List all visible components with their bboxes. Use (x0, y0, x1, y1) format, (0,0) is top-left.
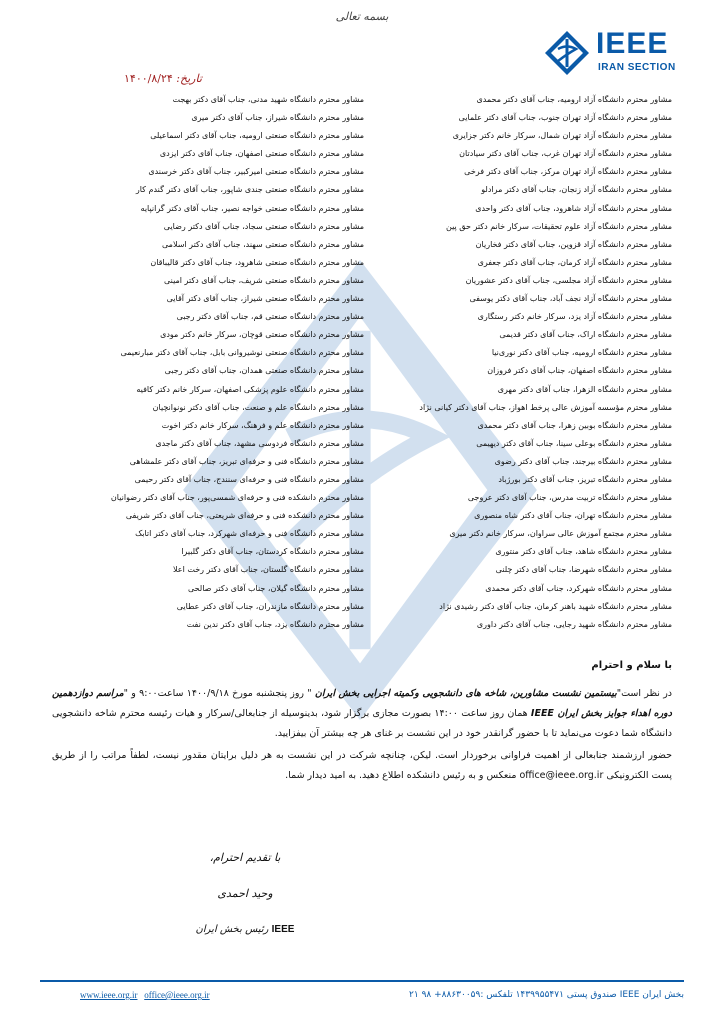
p1-part-a: در نظر است" (616, 688, 673, 699)
recipient-line: مشاور محترم دانشگاه آزاد کرمان، جناب آقای دکتر جعفری (477, 257, 672, 267)
recipient-line: مشاور محترم دانشگاه صنعتی شریف، جناب آقای دکتر امینی (164, 275, 364, 285)
recipient-line: مشاور محترم دانشگاه صنعتی جندی شاپور، جناب آقای دکتر گندم کار (135, 185, 364, 195)
recipient-line: مشاور محترم دانشگاه آزاد زنجان، جناب آقای دکتر مرادلو (481, 185, 672, 195)
signature-title-org: IEEE (271, 924, 295, 935)
recipient-line: مشاور محترم دانشگاه بوبین زهرا، جناب آقای دکتر محمدی (477, 420, 672, 430)
recipient-line: مشاور محترم دانشگاه بیرجند، جناب آقای دکتر رضوی (494, 456, 672, 466)
recipient-line: مشاور محترم دانشگاه صنعتی خواجه نصیر، جناب آقای دکتر گرانپایه (140, 203, 364, 213)
paragraph-invitation (52, 684, 672, 744)
footer-address: بخش ایران IEEE صندوق پستی ۱۴۳۹۹۵۵۴۷۱ تلفکس :۸۸۶۳۰۰۵۹+ ۹۸ ۲۱ (409, 990, 684, 1000)
signature-name: وحید احمدی (217, 887, 273, 900)
event-name-ceremony: مراسم دوازدهمین دوره اهداء جوایز بخش ایران IEEE (52, 688, 672, 719)
recipient-line: مشاور محترم دانشگاه صنعتی شاهرود، جناب آقای دکتر قالیباقان (150, 257, 364, 267)
footer-divider (40, 980, 684, 982)
ieee-diamond-icon (544, 30, 590, 76)
signature-title (150, 912, 340, 948)
recipient-line: مشاور محترم دانشگاه بوعلی سینا، جناب آقای دکتر دیهیمی (476, 438, 672, 448)
footer (40, 990, 684, 1006)
recipient-line: مشاور محترم دانشگاه اراک، جناب آقای دکتر قدیمی (499, 330, 672, 340)
recipient-line: مشاور محترم دانشگاه فنی و حرفه‌ای شهرکرد، جناب آقای دکتر اتابک (135, 529, 364, 539)
recipient-line: مشاور محترم دانشگاه صنعتی سجاد، جناب آقای دکتر رضایی (163, 221, 364, 231)
paragraph-request: حضور ارزشمند جنابعالی از اهمیت فراوانی برخوردار است. لیکن، چنانچه شرکت در این نشست به هر دلیل برایتان مقدور نیست، لطفاً مراتب را از طریق پست الکترونیکی office@ieee.org.ir منعکس و به رئیس دانشکده اطلاع دهید. به امید دیدار شما. (52, 750, 672, 781)
p1-part-b: " روز پنجشنبه مورخ ۱۴۰۰/۹/۱۸ ساعت۹:۰۰ و " (123, 688, 315, 699)
recipient-line: مشاور محترم دانشگاه علم و صنعت، جناب آقای دکتر نونوانچیان (152, 402, 364, 412)
date-value: ۱۴۰۰/۸/۲۴ (124, 72, 173, 85)
letter-body (52, 684, 672, 788)
recipients-left-column (64, 91, 364, 634)
recipient-line: مشاور محترم دانشگاه آزاد مجلسی، جناب آقای دکتر عشوریان (465, 275, 672, 285)
recipient-line: مشاور محترم دانشگاه آزاد تهران شمال، سرکار خانم دکتر جزایری (452, 131, 672, 141)
ieee-logo (544, 28, 684, 80)
recipient-line: مشاور محترم دانشگاه فنی و حرفه‌ای سنندج، جناب آقای دکتر رحیمی (134, 474, 364, 484)
recipient-line: مشاور محترم دانشگاه یزد، جناب آقای دکتر ندین نفت (186, 619, 364, 629)
recipient-line: مشاور محترم دانشگاه آزاد شاهرود، جناب آقای دکتر واحدی (475, 203, 672, 213)
recipient-line: مشاور محترم دانشگاه صنعتی همدان، جناب آقای دکتر رجبی (164, 366, 364, 376)
recipient-line: مشاور محترم دانشگاه علوم پزشکی اصفهان، سرکار خانم دکتر کافیه (136, 384, 364, 394)
recipient-line: مشاور محترم دانشگاه صنعتی قم، جناب آقای دکتر رجبی (176, 312, 364, 322)
recipient-line: مشاور محترم دانشگاه علم و فرهنگ، سرکار خانم دکتر اخوت (161, 420, 364, 430)
recipient-line: مشاور محترم دانشگاه ارومیه، جناب آقای دکتر نوری‌نیا (491, 348, 672, 358)
recipient-line: مشاور محترم دانشگاه آزاد تهران جنوب، جناب آقای دکتر علمایی (458, 113, 672, 123)
letter-date (124, 72, 202, 85)
recipients-right-column (322, 91, 672, 634)
footer-website-link[interactable]: www.ieee.org.ir (80, 990, 138, 1000)
signature-closing: با تقدیم احترام، (209, 851, 281, 864)
recipient-line: مشاور محترم دانشگاه تهران، جناب آقای دکتر شاه منصوری (474, 511, 672, 521)
recipient-line: مشاور محترم دانشگاه آزاد یزد، سرکار خانم دکتر رستگاری (477, 312, 672, 322)
recipient-line: مشاور محترم دانشگاه صنعتی نوشیروانی بابل، جناب آقای دکتر مبارنعیمی (120, 348, 364, 358)
recipient-line: مشاور محترم دانشگاه آزاد ارومیه، جناب آقای دکتر محمدی (476, 95, 672, 104)
recipient-line: مشاور محترم دانشگاه تبریز، جناب آقای دکتر بورژباد (498, 474, 672, 484)
recipient-line: مشاور محترم دانشگاه صنعتی سهند، جناب آقای دکتر اسلامی (161, 239, 364, 249)
logo-section: IRAN SECTION (598, 62, 676, 73)
recipient-line: مشاور محترم دانشگاه اصفهان، جناب آقای دکتر فروزان (487, 366, 672, 376)
recipient-line: مشاور محترم دانشگاه آزاد نجف آباد، جناب آقای دکتر یوسفی (469, 294, 672, 304)
recipient-line: مشاور محترم دانشگاه تربیت مدرس، جناب آقای دکتر عروجی (467, 493, 672, 503)
p1-part-c: همان روز ساعت ۱۴:۰۰ بصورت مجازی برگزار شود، بدینوسیله از جنابعالی/سرکار و هیات رئیسه محترم شاخه دانشجویی دانشگاه شما دعوت می‌نماید تا با حضور گرانقدر خود در این نشست بر غنای هر چه بیشتر آن بیفزایید. (52, 708, 672, 739)
recipient-line: مشاور محترم مؤسسه آموزش عالی پرخط اهواز، جناب آقای دکتر کیانی نژاد (419, 402, 672, 412)
logo-text: IEEE (596, 27, 669, 60)
footer-links (80, 990, 210, 1000)
recipient-line: مشاور محترم مجتمع آموزش عالی سراوان، سرکار خانم دکتر میری (449, 529, 672, 539)
recipient-line: مشاور محترم دانشگاه شاهد، جناب آقای دکتر منتوری (495, 547, 672, 557)
recipient-line: مشاور محترم دانشگاه شیراز، جناب آقای دکتر میری (191, 113, 364, 123)
date-label: تاریخ: (176, 72, 202, 85)
recipient-line: مشاور محترم دانشگاه الزهرا، جناب آقای دکتر مهری (497, 384, 672, 394)
recipient-line: مشاور محترم دانشگاه فنی و حرفه‌ای تبریز، جناب آقای دکتر علمشاهی (129, 456, 364, 466)
event-name-meeting: بیستمین نشست مشاورین، شاخه های دانشجویی وکمیته اجرایی بخش ایران (314, 688, 617, 699)
recipient-line: مشاور محترم دانشگاه آزاد تهران مرکز، جناب آقای دکتر فرخی (464, 167, 672, 177)
recipient-line: مشاور محترم دانشگاه آزاد قزوین، جناب آقای دکتر فخاریان (475, 239, 672, 249)
recipient-line: مشاور محترم دانشگاه صنعتی ارومیه، جناب آقای دکتر اسماعیلی (150, 131, 364, 141)
recipient-line: مشاور محترم دانشگاه شهید رجایی، جناب آقای دکتر داوری (476, 619, 672, 629)
recipient-line: مشاور محترم دانشگاه آزاد علوم تحقیقات، سرکار خانم دکتر حق پین (446, 221, 672, 231)
recipient-line: مشاور محترم دانشگاه شهید باهنر کرمان، جناب آقای دکتر رشیدی نژاد (439, 601, 672, 611)
recipient-line: مشاور محترم دانشگاه شهید مدنی، جناب آقای دکتر بهجت (172, 95, 364, 104)
recipient-line: مشاور محترم دانشگاه گلستان، جناب آقای دکتر رخت اعلا (173, 565, 364, 575)
recipient-line: مشاور محترم دانشگاه فردوسی مشهد، جناب آقای دکتر ماجدی (155, 438, 364, 448)
recipient-line: مشاور محترم دانشگاه صنعتی قوچان، سرکار خانم دکتر مودی (160, 330, 364, 340)
greeting: با سلام و احترام (591, 660, 672, 671)
recipient-line: مشاور محترم دانشگاه صنعتی امیرکبیر، جناب آقای دکتر خرسندی (148, 167, 364, 177)
recipient-line: مشاور محترم دانشکده فنی و حرفه‌ای شریعتی، جناب آقای دکتر شریفی (125, 511, 364, 521)
header-basmala: بسمه تعالی (335, 10, 389, 23)
recipient-line: مشاور محترم دانشگاه شهرضا، جناب آقای دکتر چلنی (495, 565, 672, 575)
recipient-line: مشاور محترم دانشگاه صنعتی اصفهان، جناب آقای دکتر ایزدی (159, 149, 364, 159)
footer-email-link[interactable]: office@ieee.org.ir (144, 990, 210, 1000)
recipient-line: مشاور محترم دانشگاه شهرکرد، جناب آقای دکتر محمدی (485, 583, 672, 593)
recipient-line: مشاور محترم دانشگاه صنعتی شیراز، جناب آقای دکتر آقایی (166, 294, 364, 304)
recipient-line: مشاور محترم دانشگاه آزاد تهران غرب، جناب آقای دکتر سیادتان (459, 149, 672, 159)
recipient-line: مشاور محترم دانشگاه مازندران، جناب آقای دکتر عطایی (176, 601, 364, 611)
recipient-line: مشاور محترم دانشگاه کردستان، جناب آقای دکتر گلبیرا (181, 547, 364, 557)
recipient-line: مشاور محترم دانشگاه گیلان، جناب آقای دکتر صالحی (187, 583, 364, 593)
signature-title-prefix: رئیس بخش ایران (195, 924, 269, 935)
signature-block (150, 840, 340, 948)
recipient-line: مشاور محترم دانشکده فنی و حرفه‌ای شمسی‌پور، جناب آقای دکتر رضوانیان (110, 493, 364, 503)
